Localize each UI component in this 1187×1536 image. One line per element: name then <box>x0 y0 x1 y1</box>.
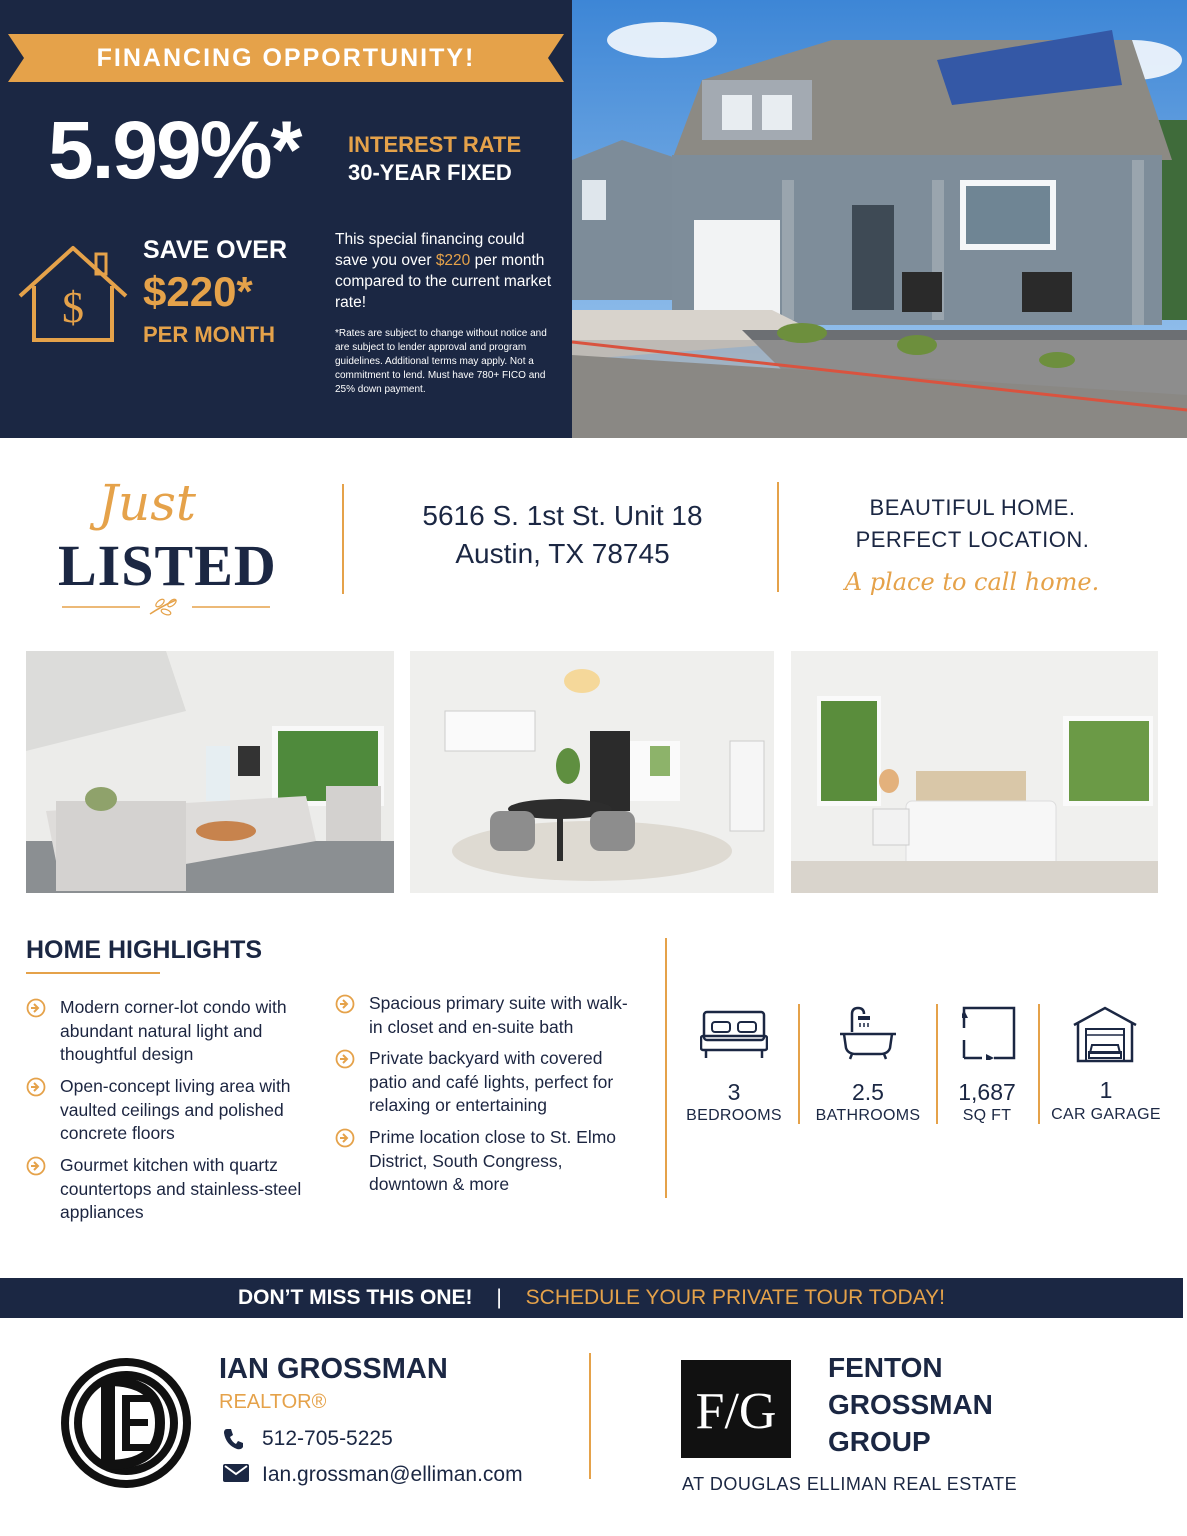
highlight-item <box>335 992 639 1039</box>
interest-rate: 5.99%* <box>48 105 301 196</box>
bathtub-icon <box>838 1006 898 1060</box>
cta-banner-text <box>0 1278 1183 1318</box>
fg-logo-text: F/G <box>695 1383 777 1440</box>
tagline-2: PERFECT LOCATION. <box>855 527 1090 552</box>
save-over-label: SAVE OVER <box>143 236 288 264</box>
highlight-item <box>335 1126 639 1197</box>
agent-name: IAN GROSSMAN <box>219 1353 448 1385</box>
header-divider <box>342 484 344 594</box>
stat-separator <box>1038 1004 1040 1124</box>
ribbon-title: FINANCING OPPORTUNITY! <box>96 44 476 72</box>
living-room-photo <box>26 651 394 893</box>
chevron-circle-icon <box>26 998 46 1018</box>
cta-separator: | <box>496 1286 502 1309</box>
garage-icon <box>1072 1005 1138 1063</box>
highlight-text: Prime location close to St. Elmo District, South Congress, downtown & more <box>369 1127 617 1194</box>
stat-label: CAR GARAGE <box>1051 1106 1161 1123</box>
highlight-text: Spacious primary suite with walk-in closet and en-suite bath <box>369 993 628 1037</box>
stat-separator <box>936 1004 938 1124</box>
dining-kitchen-photo <box>410 651 774 893</box>
douglas-elliman-logo <box>60 1357 192 1489</box>
highlight-item <box>26 1075 330 1146</box>
group-name-3: GROUP <box>828 1426 931 1457</box>
highlight-text: Gourmet kitchen with quartz countertops and stainless-steel appliances <box>60 1155 302 1222</box>
sprig-divider-icon <box>62 594 270 620</box>
highlights-underline <box>26 972 160 974</box>
address-line1: 5616 S. 1st St. Unit 18 <box>422 500 703 531</box>
highlight-item <box>335 1047 639 1118</box>
cta-right: SCHEDULE YOUR PRIVATE TOUR TODAY! <box>525 1286 945 1309</box>
bedroom-photo <box>791 651 1158 893</box>
house-dollar-icon <box>16 240 130 346</box>
tagline-script <box>790 558 1180 608</box>
group-name-2: GROSSMAN <box>828 1389 993 1420</box>
highlights-title: HOME HIGHLIGHTS <box>26 936 263 964</box>
chevron-circle-icon <box>335 994 355 1014</box>
exterior-photo <box>572 0 1187 438</box>
rate-term: 30-YEAR FIXED <box>348 160 512 185</box>
chevron-circle-icon <box>26 1156 46 1176</box>
cta-left: DON’T MISS THIS ONE! <box>238 1286 473 1309</box>
agent-email[interactable]: Ian.grossman@elliman.com <box>262 1463 523 1486</box>
highlight-text: Modern corner-lot condo with abundant natural light and thoughtful design <box>60 997 287 1064</box>
header-divider <box>777 482 779 592</box>
group-name-1: FENTON <box>828 1352 943 1383</box>
stat-separator <box>798 1004 800 1124</box>
stat-label: SQ FT <box>962 1107 1012 1124</box>
chevron-circle-icon <box>26 1077 46 1097</box>
stat-value: 2.5 <box>852 1079 884 1105</box>
phone-icon <box>223 1428 243 1450</box>
svg-text:$: $ <box>62 283 84 332</box>
stat-value: 3 <box>727 1079 741 1105</box>
fine-print: *Rates are subject to change without notice and are subject to lender approval and program guidelines. Additional terms may apply. Not a commitment to lend. Must have 780+ FICO and 25% down payment. <box>335 328 547 395</box>
highlight-item <box>26 996 330 1067</box>
rate-label: INTEREST RATE <box>348 132 522 157</box>
fg-logo <box>681 1360 791 1458</box>
desc-text-end: per month compared to the current market rate! <box>335 252 552 311</box>
group-subtitle: AT DOUGLAS ELLIMAN REAL ESTATE <box>682 1474 1018 1494</box>
stat-value: 1 <box>1099 1077 1113 1103</box>
chevron-circle-icon <box>335 1049 355 1069</box>
desc-amount: $220 <box>435 252 471 269</box>
listed-title: LISTED <box>58 533 277 598</box>
tagline-1: BEAUTIFUL HOME. <box>869 495 1076 520</box>
highlight-text: Private backyard with covered patio and café lights, perfect for relaxing or entertaining <box>369 1048 614 1115</box>
floorplan-icon <box>962 1006 1016 1060</box>
stats-divider <box>665 938 667 1198</box>
bed-icon <box>700 1008 768 1060</box>
per-month-label: PER MONTH <box>143 322 275 347</box>
tagline-3: A place to call home. <box>844 568 1100 596</box>
financing-description <box>335 229 555 313</box>
footer-divider <box>589 1353 591 1479</box>
stat-value: 1,687 <box>958 1079 1016 1105</box>
highlight-item <box>26 1154 330 1225</box>
save-amount: $220* <box>143 268 253 315</box>
email-icon <box>223 1464 249 1482</box>
agent-title: REALTOR® <box>219 1391 327 1413</box>
desc-text: This special financing could save you over <box>335 231 525 269</box>
chevron-circle-icon <box>335 1128 355 1148</box>
address-line2: Austin, TX 78745 <box>455 538 670 569</box>
stat-label: BEDROOMS <box>686 1107 782 1124</box>
highlight-text: Open-concept living area with vaulted ceilings and polished concrete floors <box>60 1076 291 1143</box>
stat-label: BATHROOMS <box>815 1107 921 1124</box>
just-script <box>72 468 222 538</box>
just-text: Just <box>98 474 196 532</box>
agent-phone[interactable]: 512-705-5225 <box>262 1427 393 1450</box>
